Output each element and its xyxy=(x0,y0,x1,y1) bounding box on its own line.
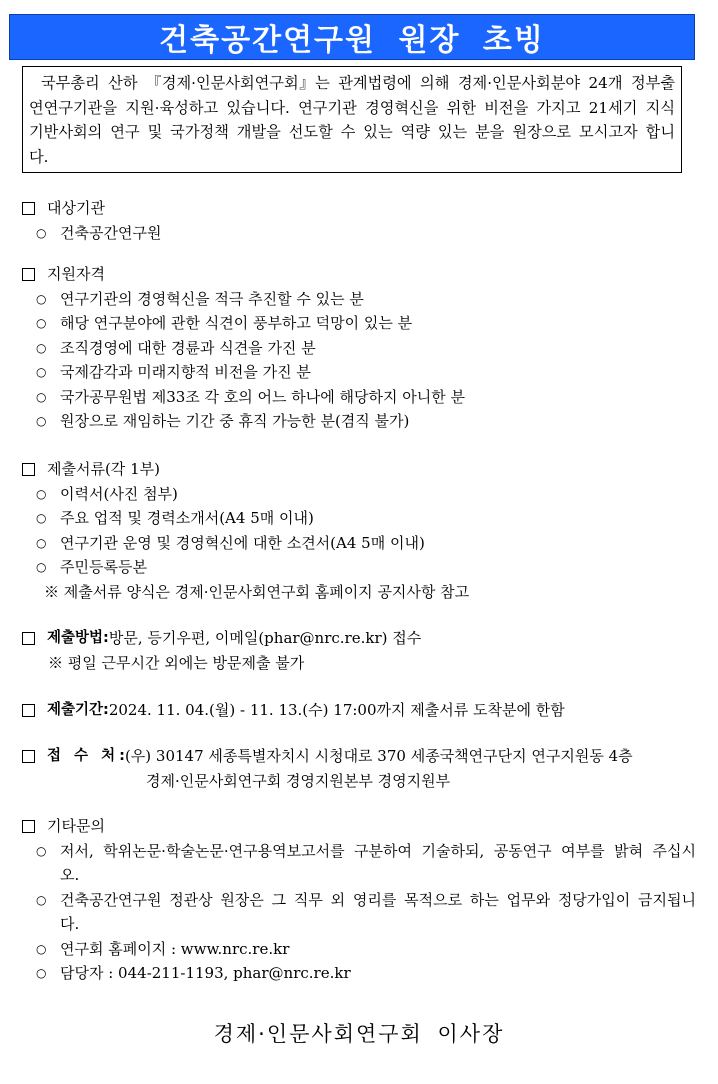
checkbox-square-icon xyxy=(22,202,35,215)
list-item: 주요 업적 및 경력소개서(A4 5매 이내) xyxy=(60,509,314,527)
section-address xyxy=(22,744,633,793)
section-method xyxy=(22,626,421,675)
section-heading: 제출서류(각 1부) xyxy=(47,460,160,478)
section-heading: 제출기간 xyxy=(47,702,104,718)
circle-bullet-icon: ○ xyxy=(36,291,47,306)
method-note: 평일 근무시간 외에는 방문제출 불가 xyxy=(67,653,305,672)
heading-colon: : xyxy=(119,748,125,764)
list-item: 국가공무원법 제33조 각 호의 어느 하나에 해당하지 아니한 분 xyxy=(60,387,465,406)
list-item: 연구기관의 경영혁신을 적극 추진할 수 있는 분 xyxy=(60,289,364,308)
list-item: 연구기관 운영 및 경영혁신에 대한 소견서(A4 5매 이내) xyxy=(60,533,425,552)
checkbox-square-icon xyxy=(22,632,35,645)
heading-colon: : xyxy=(103,702,109,718)
signature-footer: 경제·인문사회연구회 이사장 xyxy=(213,1022,505,1046)
list-item: 국제감각과 미래지향적 비전을 가진 분 xyxy=(60,363,311,381)
address-line1: (우) 30147 세종특별자치시 시청대로 370 세종국책연구단지 연구지원동 4층 xyxy=(124,747,633,765)
circle-bullet-icon: ○ xyxy=(36,560,47,574)
page-title: 건축공간연구원 원장 초빙 xyxy=(159,23,545,58)
list-item: 건축공간연구원 xyxy=(60,223,162,242)
circle-bullet-icon: ○ xyxy=(36,966,47,980)
list-item: 건축공간연구원 정관상 원장은 그 직무 외 영리를 목적으로 하는 업무와 정당가입이 금지됩니다. xyxy=(60,890,696,933)
circle-bullet-icon: ○ xyxy=(36,511,47,525)
address-line2: 경제·인문사회연구회 경영지원본부 경영지원부 xyxy=(146,771,451,790)
checkbox-square-icon xyxy=(22,268,35,281)
note-mark-icon: ※ xyxy=(44,582,60,601)
note-mark-icon: ※ xyxy=(48,653,64,672)
section-documents xyxy=(22,457,469,604)
list-item: 저서, 학위논문·학술논문·연구용역보고서를 구분하여 기술하되, 공동연구 여부를 밝혀 주십시오. xyxy=(60,841,696,884)
heading-colon: : xyxy=(103,630,109,646)
section-target xyxy=(22,196,161,245)
circle-bullet-icon: ○ xyxy=(36,340,47,355)
checkbox-square-icon xyxy=(22,463,35,476)
circle-bullet-icon: ○ xyxy=(36,941,47,956)
section-heading: 제출방법 xyxy=(47,630,104,646)
section-heading: 지원자격 xyxy=(47,265,105,283)
section-heading: 대상기관 xyxy=(47,199,105,217)
circle-bullet-icon: ○ xyxy=(36,486,47,501)
checkbox-square-icon xyxy=(22,704,35,717)
section-qualification xyxy=(22,262,465,434)
list-item: 조직경영에 대한 경륜과 식견을 가진 분 xyxy=(60,338,316,357)
list-item: 이력서(사진 첨부) xyxy=(60,484,178,503)
title-banner xyxy=(9,14,695,60)
intro-box: 국무총리 산하 『경제·인문사회연구회』는 관계법령에 의해 경제·인문사회분야 24개 정부출연연구기관을 지원·육성하고 있습니다. 연구기관 경영혁신을 위한 비전을 가지고 21세기 지식기반사회의 연구 및 국가정책 개발을 선도할 수 있는 역량 있는 분을 원장으로 모시고자 합니다. xyxy=(22,66,682,173)
method-value: 방문, 등기우편, 이메일(phar@nrc.re.kr) 접수 xyxy=(108,629,422,647)
section-heading: 기타문의 xyxy=(47,817,105,835)
circle-bullet-icon: ○ xyxy=(36,843,47,858)
circle-bullet-icon: ○ xyxy=(36,892,47,907)
list-item: 연구회 홈페이지 : www.nrc.re.kr xyxy=(60,939,290,958)
checkbox-square-icon xyxy=(22,750,35,763)
period-value: 2024. 11. 04.(월) - 11. 13.(수) 17:00까지 제출서류 도착분에 한함 xyxy=(108,701,565,719)
circle-bullet-icon: ○ xyxy=(36,389,47,404)
documents-note: 제출서류 양식은 경제·인문사회연구회 홈페이지 공지사항 참고 xyxy=(63,582,470,601)
section-heading: 접 수 처 xyxy=(47,748,120,764)
list-item: 해당 연구분야에 관한 식견이 풍부하고 덕망이 있는 분 xyxy=(60,314,413,332)
list-item: 원장으로 재임하는 기간 중 휴직 가능한 분(겸직 불가) xyxy=(60,412,410,430)
list-item: 주민등록등본 xyxy=(60,558,147,576)
list-item: 담당자 : 044-211-1193, phar@nrc.re.kr xyxy=(60,964,351,982)
circle-bullet-icon: ○ xyxy=(36,316,47,330)
circle-bullet-icon: ○ xyxy=(36,225,47,240)
circle-bullet-icon: ○ xyxy=(36,535,47,550)
section-period xyxy=(22,698,565,723)
checkbox-square-icon xyxy=(22,820,35,833)
circle-bullet-icon: ○ xyxy=(36,365,47,379)
circle-bullet-icon: ○ xyxy=(36,414,47,428)
section-inquiry xyxy=(22,814,696,986)
